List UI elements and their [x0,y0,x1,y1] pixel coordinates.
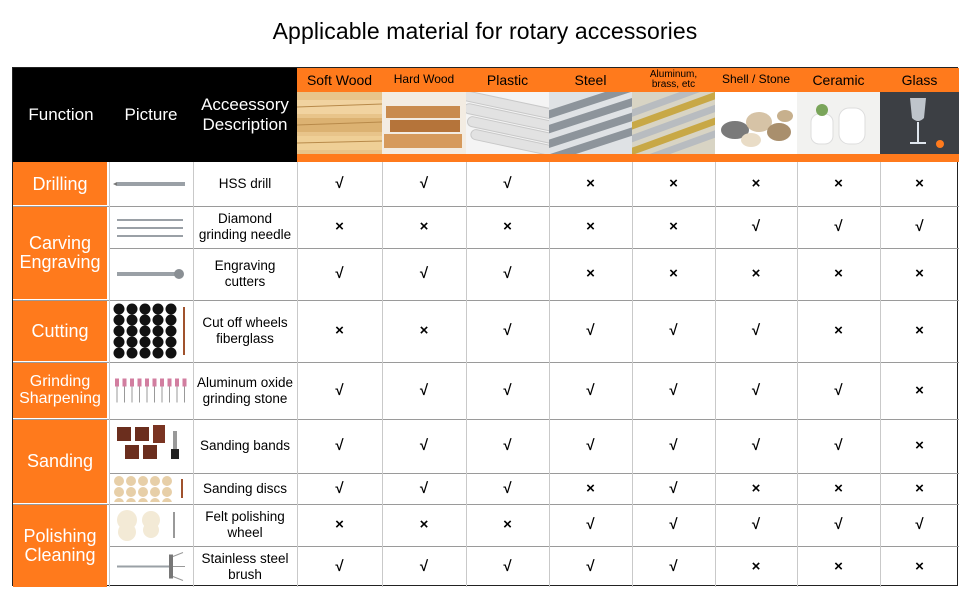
cross-mark: × [834,175,843,193]
accessory-description: Engraving cutters [214,258,276,289]
hard-wood-photo [382,92,466,154]
cross-mark: × [915,557,924,575]
check-mark: √ [751,218,761,236]
column-divider [193,162,194,587]
cross-mark: × [503,516,512,534]
check-mark: √ [751,516,761,534]
cross-mark: × [503,218,512,236]
cross-mark: × [751,265,761,283]
check-mark: √ [335,479,344,497]
soft-wood-photo [297,92,382,154]
plastic-pipes-photo [466,92,549,154]
cross-mark: × [915,381,924,399]
material-label-hard_wood: Hard Wood [382,68,466,92]
header-accent-strip [466,154,549,162]
check-mark: √ [586,322,595,340]
check-mark: √ [586,437,595,455]
function-cutting: Cutting [13,300,107,362]
check-mark: √ [419,557,429,575]
cross-mark: × [335,218,344,236]
material-label-shell_stone: Shell / Stone [715,68,797,92]
cross-mark: × [335,516,344,534]
check-mark: √ [751,322,761,340]
function-drilling: Drilling [13,162,107,206]
accessory-description: HSS drill [218,176,272,192]
function-grinding-sharpening: Grinding Sharpening [13,362,107,419]
accessory-description: Aluminum oxide grinding stone [196,374,294,406]
material-table [12,67,958,586]
check-mark: √ [335,381,344,399]
cross-mark: × [419,322,429,340]
material-label-aluminum: Aluminum, brass, etc [632,68,715,92]
check-mark: √ [669,381,678,399]
material-label-ceramic: Ceramic [797,68,880,92]
cross-mark: × [751,479,761,497]
steel-brush-icon [109,546,193,587]
cross-mark: × [586,175,595,193]
stones-photo [715,92,797,154]
cross-mark: × [586,265,595,283]
cross-mark: × [669,265,678,283]
check-mark: √ [503,479,512,497]
check-mark: √ [503,437,512,455]
column-divider [466,162,467,587]
check-mark: √ [335,557,344,575]
check-mark: √ [503,175,512,193]
column-divider [549,162,550,587]
steel-rebar-photo [549,92,632,154]
check-mark: √ [419,175,429,193]
column-divider [382,162,383,587]
accessory-description: Stainless steel brush [201,550,289,582]
accessory-description: Sanding bands [199,438,291,454]
metal-tubes-photo [632,92,715,154]
felt-wheels-icon [109,504,193,546]
engraving-cutter-icon [109,248,193,300]
cross-mark: × [915,175,924,193]
column-divider [632,162,633,587]
check-mark: √ [335,437,344,455]
cross-mark: × [915,265,924,283]
column-divider [715,162,716,587]
check-mark: √ [586,516,595,534]
diamond-needle-icon [109,206,193,248]
page-title: Applicable material for rotary accessories [272,18,698,44]
wine-glass-photo [880,92,959,154]
material-label-steel: Steel [549,68,632,92]
grinding-stones-icon [109,362,193,419]
cross-mark: × [419,218,429,236]
check-mark: √ [419,479,429,497]
cross-mark: × [586,218,595,236]
sanding-discs-icon [109,473,193,504]
header-accent-strip [632,154,715,162]
check-mark: √ [503,265,512,283]
header-accent-strip [797,154,880,162]
cross-mark: × [419,516,429,534]
check-mark: √ [419,437,429,455]
check-mark: √ [834,516,843,534]
hss-drill-bit-icon [109,162,193,206]
check-mark: √ [503,557,512,575]
accessory-description: Cut off wheels fiberglass [202,315,288,346]
cross-mark: × [915,479,924,497]
header-accent-strip [382,154,466,162]
cross-mark: × [915,437,924,455]
column-divider [297,162,298,587]
material-label-glass: Glass [880,68,959,92]
header-accent-strip [549,154,632,162]
check-mark: √ [751,381,761,399]
accessory-description: Felt polishing wheel [205,509,285,540]
cut-off-wheels-icon [109,300,193,362]
cross-mark: × [586,479,595,497]
check-mark: √ [669,479,678,497]
header-description: Acceessory Description [193,68,297,162]
function-polishing-cleaning: Polishing Cleaning [13,504,107,587]
check-mark: √ [751,437,761,455]
accessory-description: Diamond grinding needle [198,211,292,242]
sanding-bands-icon [109,419,193,473]
check-mark: √ [669,516,678,534]
check-mark: √ [669,322,678,340]
ceramic-vases-photo [797,92,880,154]
function-sanding: Sanding [13,419,107,504]
cross-mark: × [834,322,843,340]
material-label-soft_wood: Soft Wood [297,68,382,92]
check-mark: √ [419,265,429,283]
cross-mark: × [834,557,843,575]
accessory-description: Sanding discs [202,480,288,496]
column-divider [797,162,798,587]
cross-mark: × [834,265,843,283]
check-mark: √ [834,218,843,236]
header-picture: Picture [109,68,193,162]
check-mark: √ [915,516,924,534]
cross-mark: × [751,557,761,575]
check-mark: √ [335,175,344,193]
header-accent-strip [297,154,382,162]
check-mark: √ [503,381,512,399]
header-accent-strip [715,154,797,162]
function-carving-engraving: Carving Engraving [13,206,107,300]
cross-mark: × [751,175,761,193]
column-divider [880,162,881,587]
cross-mark: × [335,322,344,340]
check-mark: √ [586,381,595,399]
cross-mark: × [834,479,843,497]
material-label-plastic: Plastic [466,68,549,92]
check-mark: √ [915,218,924,236]
cross-mark: × [669,218,678,236]
check-mark: √ [503,322,512,340]
header-accent-strip [880,154,959,162]
cross-mark: × [915,322,924,340]
check-mark: √ [586,557,595,575]
check-mark: √ [834,381,843,399]
check-mark: √ [669,437,678,455]
column-divider [109,162,110,587]
cross-mark: × [669,175,678,193]
check-mark: √ [419,381,429,399]
check-mark: √ [669,557,678,575]
header-function: Function [13,68,109,162]
check-mark: √ [834,437,843,455]
check-mark: √ [335,265,344,283]
